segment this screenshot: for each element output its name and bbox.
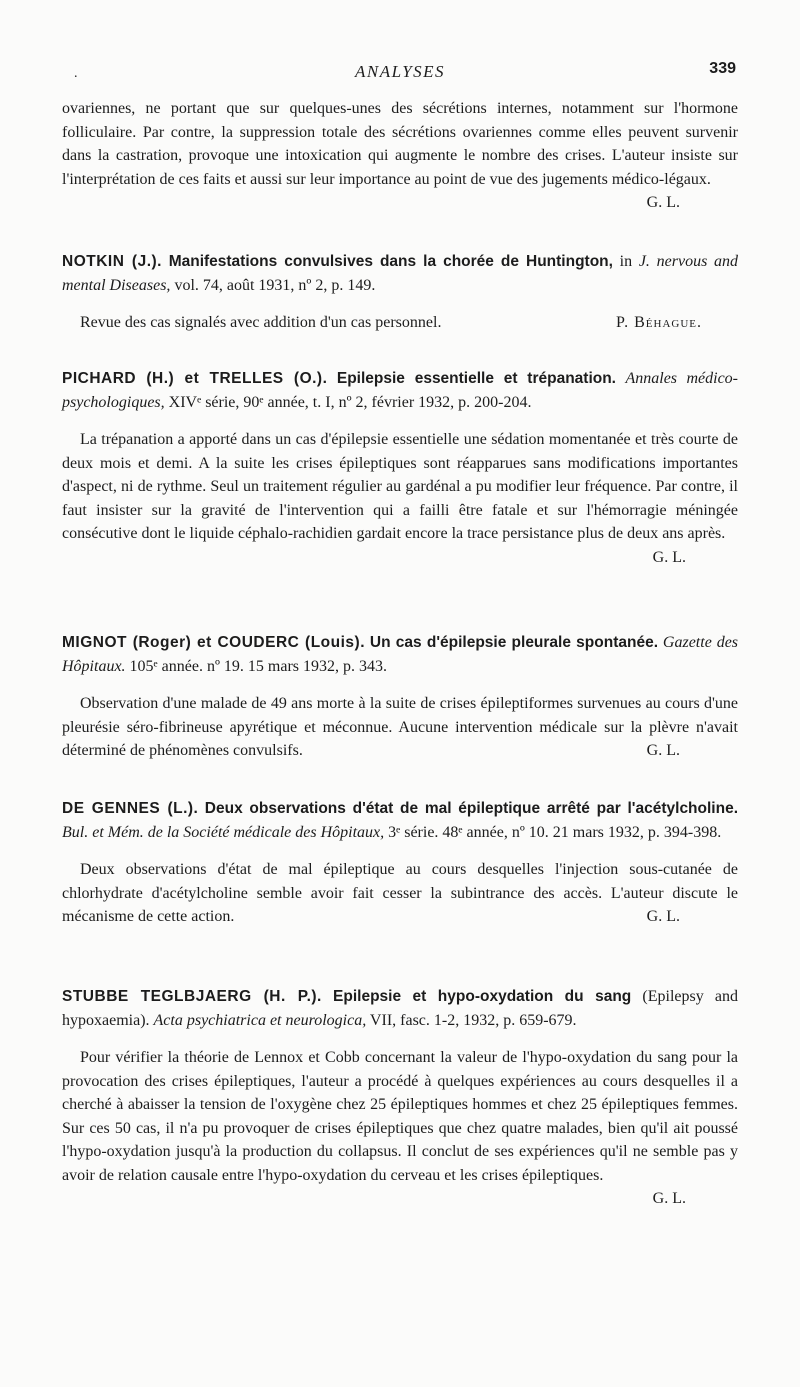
- entry-author: MIGNOT (Roger) et COUDERC (Louis).: [62, 634, 366, 651]
- running-title: ANALYSES: [354, 62, 446, 81]
- entry-summary-text: Observation d'une malade de 49 ans morte à la suite de crises épileptiformes survenues au cours d'une pleurésie séro-fibrineuse apyrétique et méconnue. Aucune intervention médicale sur la plèvre n'avait déterminé de phénomènes convulsifs.: [62, 695, 738, 759]
- entry-reference: XIVᵉ série, 90ᵉ année, t. I, nº 2, février 1932, p. 200-204.: [164, 393, 532, 411]
- intro-text: ovariennes, ne portant que sur quelques-unes des sécrétions internes, notamment sur l'hormone folliculaire. Par contre, la suppression totale des sécrétions ovariennes comme elles peuvent survenir dans la castration, provoque une intoxication qui augmente le nombre des crises. L'auteur insiste sur l'interprétation de ces faits et aussi sur leur importance au point de vue des jugements médico-légaux.: [62, 100, 738, 188]
- entry-summary-text: Deux observations d'état de mal épileptique au cours desquelles l'injection sous-cutanée de chlorhydrate d'acétylcholine semble avoir fait cesser la subintrance des accès. L'auteur discute le mécanisme de cette action.: [62, 861, 738, 925]
- running-header: [0, 58, 800, 88]
- intro-signature: G. L.: [646, 194, 680, 211]
- entry-journal: Annales médico-psychologiques,: [62, 370, 739, 411]
- entry-reference: vol. 74, août 1931, nº 2, p. 149.: [170, 276, 376, 294]
- page-number: 339: [709, 60, 736, 77]
- review-entry-de-gennes: [62, 797, 738, 929]
- review-entry-mignot: [62, 631, 738, 763]
- entry-signature: G. L.: [646, 742, 680, 759]
- entry-title: Deux observations d'état de mal épileptique arrêté par l'acétylcholine.: [204, 800, 739, 817]
- entry-signature: P. Béhague.: [615, 314, 702, 331]
- entry-signature: G. L.: [646, 908, 680, 925]
- entry-title: Manifestations convulsives dans la chorée de Huntington,: [168, 253, 613, 270]
- entry-signature: G. L.: [652, 1190, 686, 1207]
- entry-title: Epilepsie et hypo-oxydation du sang: [333, 988, 632, 1005]
- entry-title-translation: (Epilepsy and hypoxaemia).: [62, 988, 739, 1029]
- entry-title: Epilepsie essentielle et trépanation.: [336, 370, 616, 387]
- review-entry-stubbe-teglbjaerg: [62, 985, 738, 1211]
- entry-summary-text: Revue des cas signalés avec addition d'un cas personnel.: [80, 314, 442, 331]
- intro-section: [62, 97, 738, 215]
- entry-summary: La trépanation a apporté dans un cas d'épilepsie essentielle une sédation momentanée et très courte de deux mois et demi. A la suite les crises épileptiques sont réapparues sans modifications importantes d'aspect, ni de rythme. Seul un traitement régulier au gardénal a pu modifier leur fréquence. Par contre, il faut insister sur la gravité de l'intervention qui a failli être fatale et sur l'hémorragie méningée consécutive dont le liquide céphalo-rachidien gardait encore la trace persistance plus de deux ans après.: [62, 431, 738, 542]
- review-entry-pichard: [62, 367, 738, 569]
- entry-author: PICHARD (H.) et TRELLES (O.).: [62, 370, 328, 387]
- entry-author: DE GENNES (L.).: [62, 800, 199, 817]
- entry-reference: 105ᵉ année. nº 19. 15 mars 1932, p. 343.: [125, 657, 388, 675]
- entry-reference: 3ᵉ série. 48ᵉ année, nº 10. 21 mars 1932, p. 394-398.: [384, 823, 722, 841]
- entry-heading: [62, 797, 738, 844]
- entry-ref-prefix: in: [612, 253, 639, 270]
- entry-signature: G. L.: [652, 548, 686, 566]
- entry-journal: Acta psychiatrica et neurologica,: [153, 1011, 367, 1029]
- entry-journal: Gazette des Hôpitaux.: [62, 634, 739, 675]
- header-mark: .: [74, 66, 78, 81]
- entry-author: NOTKIN (J.).: [62, 253, 162, 270]
- entry-heading: [62, 631, 738, 678]
- entry-summary: [62, 311, 738, 335]
- intro-paragraph: [62, 97, 738, 211]
- entry-title: Un cas d'épilepsie pleurale spontanée.: [369, 634, 659, 651]
- entry-summary: [62, 692, 738, 763]
- review-entry-notkin: [62, 250, 738, 335]
- entry-heading: [62, 367, 738, 414]
- entry-heading: [62, 250, 738, 297]
- entry-journal: Bul. et Mém. de la Société médicale des Hôpitaux,: [62, 823, 385, 841]
- entry-journal: J. nervous and mental Diseases,: [62, 253, 738, 294]
- entry-reference: VII, fasc. 1-2, 1932, p. 659-679.: [366, 1011, 577, 1029]
- entry-heading: [62, 985, 738, 1032]
- entry-author: STUBBE TEGLBJAERG (H. P.).: [62, 988, 322, 1005]
- entry-summary: [62, 858, 738, 929]
- entry-summary: Pour vérifier la théorie de Lennox et Cobb concernant la valeur de l'hypo-oxydation du sang pour la provocation des crises épileptiques, l'auteur a procédé à quelques expériences au cours desquelles il a cherché à abaisser la tension de l'oxygène chez 25 épileptiques hommes et chez 25 épileptiques femmes. Sur ces 50 cas, il n'a pu provoquer de crises épileptiques que chez quatre malades, bien qu'il ait poussé l'hypo-oxydation jusqu'à la production du collapsus. Il conclut de ses expériences qu'il ne semble pas y avoir de relation causale entre l'hypo-oxydation du cerveau et les crises épileptiques.: [62, 1049, 738, 1184]
